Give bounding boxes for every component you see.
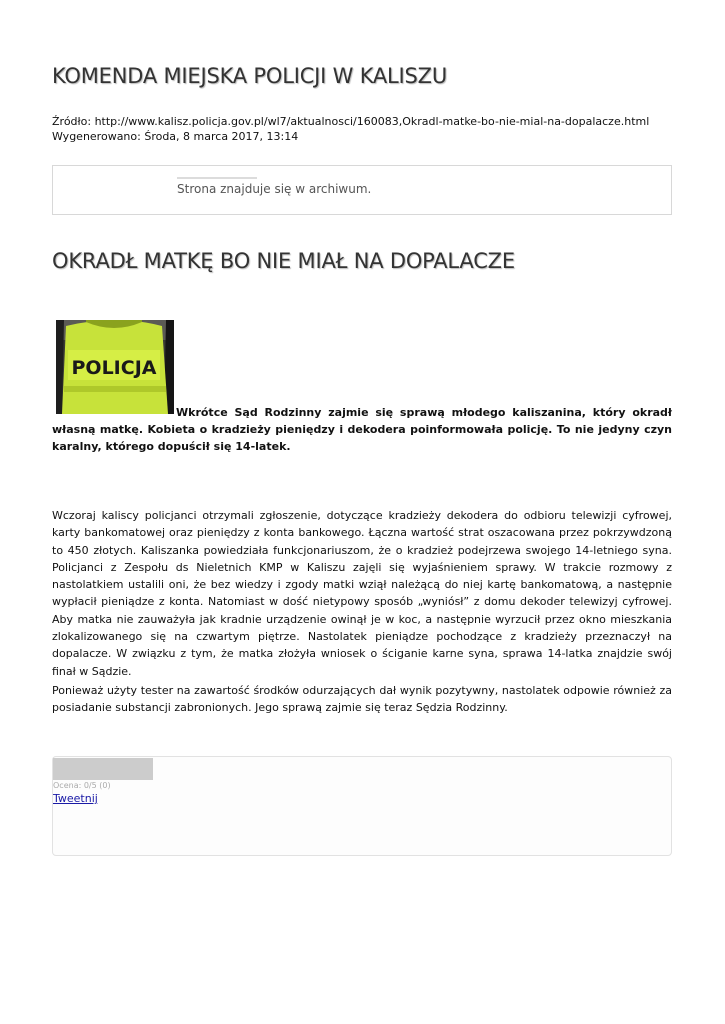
article-title: OKRADŁ MATKĘ BO NIE MIAŁ NA DOPALACZE bbox=[52, 249, 515, 273]
source-line: Źródło: http://www.kalisz.policja.gov.pl/wl7/aktualnosci/160083,Okradl-matke-bo-nie-mial-na-dopalacze.html bbox=[52, 115, 650, 128]
article-lead bbox=[52, 404, 672, 455]
rating-box bbox=[52, 756, 672, 856]
archive-notice: Strona znajduje się w archiwum. bbox=[177, 182, 372, 196]
tweet-link[interactable]: Tweetnij bbox=[53, 792, 98, 805]
article-paragraph: Ponieważ użyty tester na zawartość środków odurzających dał wynik pozytywny, nastolatek odpowie również za posiadanie substancji zabronionych. Jego sprawą zajmie się teraz Sędzia Rodzinny. bbox=[52, 684, 672, 715]
rating-score: Ocena: 0/5 (0) bbox=[53, 781, 111, 790]
article-paragraph: Wczoraj kaliscy policjanci otrzymali zgłoszenie, dotyczące kradzieży dekodera do odbioru telewizji cyfrowej, karty bankomatowej oraz pieniędzy z konta bankowego. Łączna wartość strat oszacowana przez pokrzywdzoną to 450 złotych. Kaliszanka powiedziała funkcjonariuszom, że o kradzież podejrzewa swojego 14-letniego syna. Policjanci z Zespołu ds Nieletnich KMP w Kaliszu zajęli się wyjaśnieniem sprawy. W trakcie rozmowy z nastolatkiem ustalili oni, że bez wiedzy i zgody matki wziął należącą do niej kartę bankomatową, a następnie wypłacił pieniądze z konta. Natomiast w dość nietypowy sposób „wyniósł” z domu dekoder telewizyj cyfrowej. Aby matka nie zauważyła jak kradnie urządzenie owinął je w koc, a następnie wyrzucił przez okno mieszkania zlokalizowanego się na czwartym piętrze. Nastolatek pieniądze pochodzące z kradzieży przeznaczył na dopalacze. W związku z tym, że matka złożyła wniosek o ściganie karne syna, sprawa 14-latka znajdzie swój finał w Sądzie. bbox=[52, 509, 672, 678]
article-lead-text: Wkrótce Sąd Rodzinny zajmie się sprawą młodego kaliszanina, który okradł własną matkę. Kobieta o kradzieży pieniędzy i dekodera poinformowała policję. To nie jedyny czyn karalny, którego dopuścił się 14-latek. bbox=[52, 406, 672, 453]
article-photo bbox=[56, 320, 174, 414]
archive-divider bbox=[177, 177, 257, 179]
meta-info bbox=[52, 114, 649, 144]
generated-line: Wygenerowano: Środa, 8 marca 2017, 13:14 bbox=[52, 130, 299, 143]
site-title: KOMENDA MIEJSKA POLICJI W KALISZU bbox=[52, 64, 448, 88]
rating-stars-bar[interactable] bbox=[53, 758, 153, 780]
archive-notice-box bbox=[52, 165, 672, 215]
photo-caption-text: POLICJA bbox=[71, 357, 157, 379]
